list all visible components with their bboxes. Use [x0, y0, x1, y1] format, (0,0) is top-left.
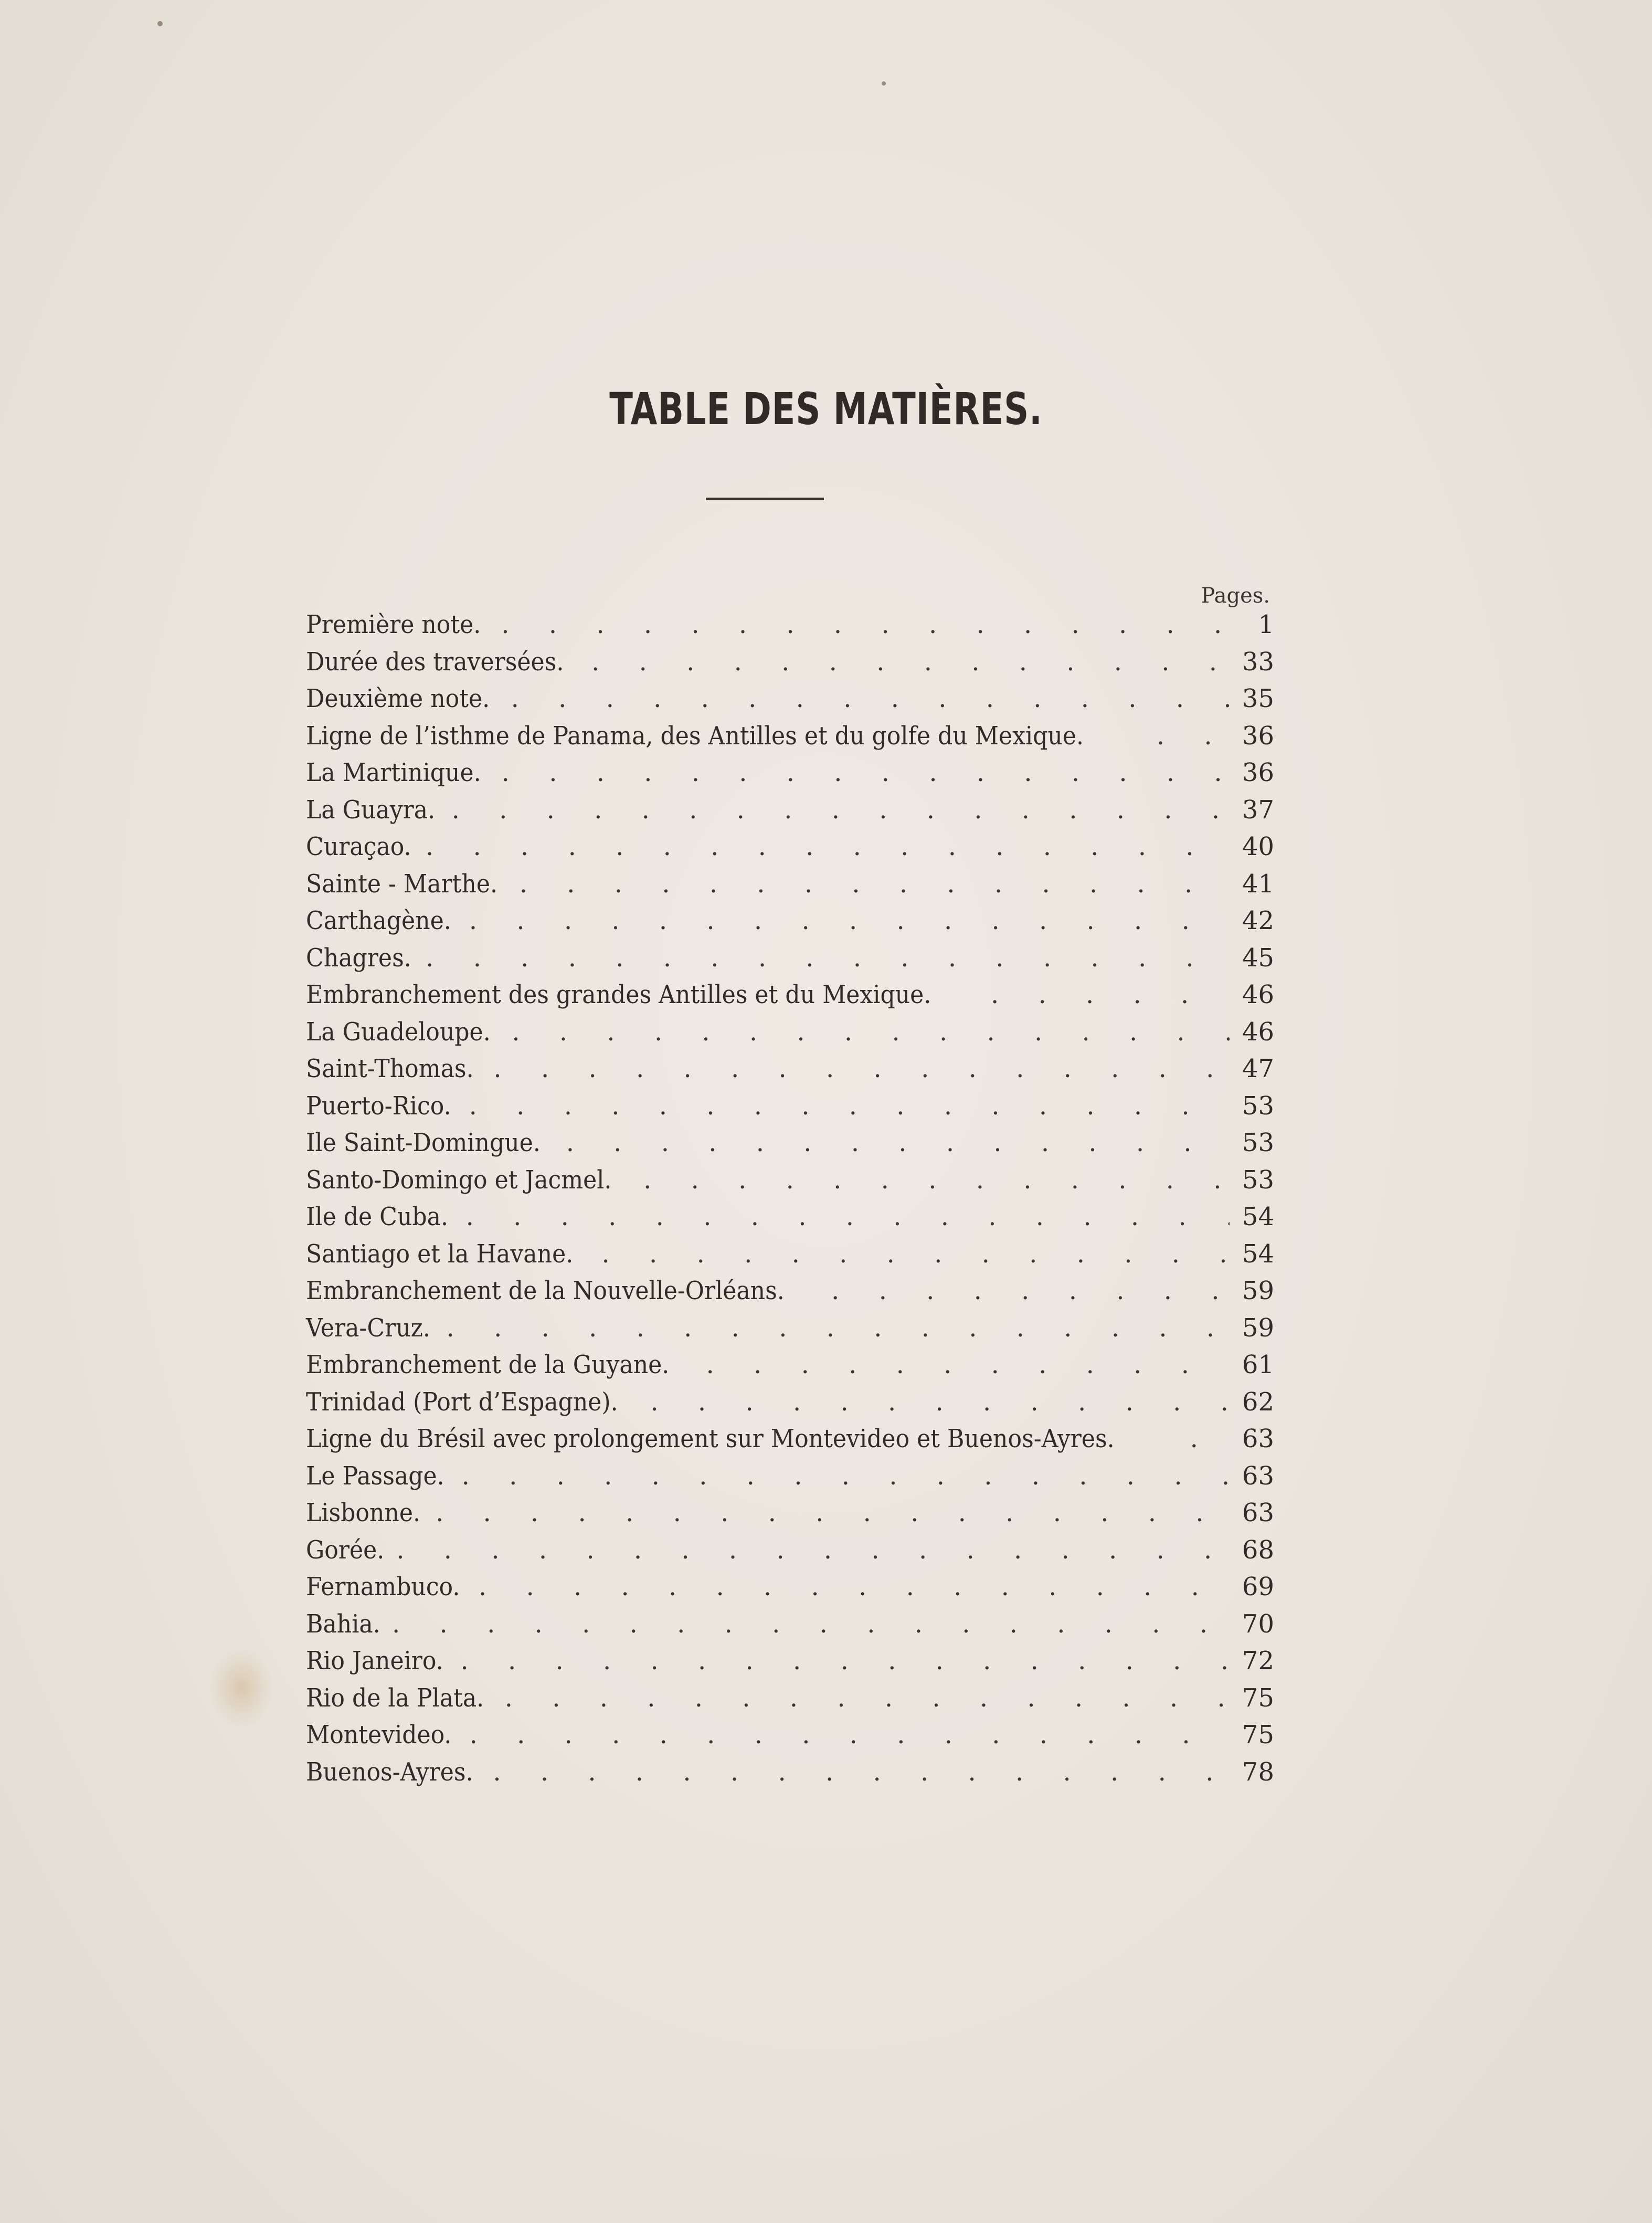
toc-entry-title: Saint-Thomas.: [306, 1054, 474, 1083]
toc-entry-page: 47: [1242, 1054, 1274, 1083]
toc-leader-dots: [460, 1646, 1230, 1676]
toc-entry-page: 36: [1242, 758, 1274, 787]
pages-column-label: Pages.: [1201, 584, 1270, 608]
toc-entry: [306, 795, 1274, 833]
toc-entry-page: 61: [1242, 1350, 1274, 1379]
toc-entry: [306, 1535, 1274, 1573]
toc-leader-dots: [511, 684, 1230, 713]
toc-entry-title: Montevideo.: [306, 1720, 452, 1750]
toc-entry-title: Ligne du Brésil avec prolongement sur Montevideo et Buenos-Ayres.: [306, 1424, 1115, 1453]
toc-entry: [306, 1757, 1274, 1795]
toc-entry-page: 69: [1242, 1572, 1274, 1602]
toc-entry-page: 62: [1242, 1387, 1274, 1417]
toc-leader-dots: [470, 1720, 1230, 1750]
toc-entry: [306, 1720, 1274, 1757]
toc-leader-dots: [493, 1757, 1230, 1787]
toc-entry-title: Fernambuco.: [306, 1572, 460, 1602]
toc-entry-title: Puerto-Rico.: [306, 1091, 451, 1121]
toc-leader-dots: [706, 1350, 1230, 1379]
toc-entry-title: Santo-Domingo et Jacmel.: [306, 1165, 612, 1195]
toc-entry-page: 54: [1242, 1239, 1274, 1269]
toc-entry-title: Santiago et la Havane.: [306, 1239, 574, 1269]
toc-entry: [306, 1387, 1274, 1425]
toc-entry: [306, 1165, 1274, 1203]
toc-entry: [306, 1461, 1274, 1499]
toc-entry: [306, 1424, 1274, 1461]
toc-entry-title: Le Passage.: [306, 1461, 444, 1491]
toc-entry-title: Trinidad (Port d’Espagne).: [306, 1387, 618, 1417]
toc-entry: [306, 1646, 1274, 1683]
toc-entry: [306, 1054, 1274, 1091]
toc-entry-title: Curaçao.: [306, 832, 411, 861]
toc-entry: [306, 980, 1274, 1017]
toc-entry: [306, 1091, 1274, 1129]
paper-speck: [882, 81, 886, 86]
toc-entry-page: 59: [1242, 1313, 1274, 1343]
toc-leader-dots: [462, 1461, 1230, 1491]
toc-entry-page: 63: [1242, 1461, 1274, 1491]
toc-entry-title: Ile Saint-Domingue.: [306, 1128, 541, 1157]
toc-entry-title: Vera-Cruz.: [306, 1313, 430, 1343]
toc-leader-dots: [602, 1239, 1230, 1269]
toc-entry: [306, 1609, 1274, 1647]
toc-entry: [306, 1128, 1274, 1165]
paper-stain: [210, 1648, 273, 1727]
toc-leader-dots: [991, 980, 1230, 1009]
toc-leader-dots: [426, 832, 1230, 861]
toc-entry: [306, 943, 1274, 981]
toc-entry-title: Rio de la Plata.: [306, 1683, 484, 1713]
toc-entry-page: 59: [1242, 1276, 1274, 1305]
toc-entry: [306, 610, 1274, 647]
toc-entry: [306, 906, 1274, 943]
toc-entry-title: Embranchement de la Guyane.: [306, 1350, 670, 1379]
toc-entry: [306, 1202, 1274, 1239]
toc-entry-page: 70: [1242, 1609, 1274, 1639]
title-rule: [706, 498, 824, 500]
toc-entry: [306, 1498, 1274, 1535]
toc-entry: [306, 1572, 1274, 1609]
toc-entry-title: Bahia.: [306, 1609, 380, 1639]
toc-entry: [306, 647, 1274, 684]
toc-entry-title: Embranchement de la Nouvelle-Orléans.: [306, 1276, 785, 1305]
toc-entry-page: 40: [1242, 832, 1274, 861]
toc-entry-title: La Guadeloupe.: [306, 1017, 491, 1047]
toc-leader-dots: [436, 1498, 1230, 1527]
toc-leader-dots: [452, 795, 1230, 825]
toc-entry-title: Ile de Cuba.: [306, 1202, 449, 1231]
toc-leader-dots: [1157, 721, 1230, 751]
toc-leader-dots: [493, 1054, 1230, 1083]
toc-entry-title: Sainte - Marthe.: [306, 869, 498, 899]
toc-entry-title: La Guayra.: [306, 795, 436, 825]
toc-entry-page: 63: [1242, 1424, 1274, 1453]
toc-leader-dots: [512, 1017, 1230, 1047]
toc-leader-dots: [466, 1202, 1230, 1231]
toc-leader-dots: [520, 869, 1230, 899]
toc-entry-page: 72: [1242, 1646, 1274, 1676]
toc-leader-dots: [1190, 1424, 1230, 1453]
toc-entry: [306, 758, 1274, 795]
toc-entry-page: 63: [1242, 1498, 1274, 1527]
toc-entry-title: Ligne de l’isthme de Panama, des Antilles et du golfe du Mexique.: [306, 721, 1084, 751]
toc-leader-dots: [469, 906, 1230, 935]
toc-leader-dots: [650, 1387, 1230, 1417]
toc-entry-title: Chagres.: [306, 943, 411, 973]
toc-entry-title: Lisbonne.: [306, 1498, 421, 1527]
toc-entry-title: Première note.: [306, 610, 481, 639]
toc-leader-dots: [566, 1128, 1230, 1157]
toc-entry: [306, 684, 1274, 721]
toc-entry-page: 37: [1242, 795, 1274, 825]
toc-leader-dots: [505, 1683, 1230, 1713]
toc-entry-page: 54: [1242, 1202, 1274, 1231]
toc-leader-dots: [502, 758, 1230, 787]
toc-entry-page: 53: [1242, 1091, 1274, 1121]
toc-entry-title: La Martinique.: [306, 758, 481, 787]
toc-entry: [306, 869, 1274, 907]
toc-entry-title: Deuxième note.: [306, 684, 490, 713]
toc-leader-dots: [479, 1572, 1230, 1602]
toc-leader-dots: [426, 943, 1230, 973]
toc-entry: [306, 1017, 1274, 1055]
toc-leader-dots: [831, 1276, 1230, 1305]
toc-entry-page: 53: [1242, 1128, 1274, 1157]
toc-entry: [306, 721, 1274, 758]
toc-entry: [306, 1239, 1274, 1277]
toc-entry-page: 41: [1242, 869, 1274, 899]
toc-entry: [306, 1276, 1274, 1313]
toc-entry: [306, 832, 1274, 869]
toc-leader-dots: [501, 610, 1230, 639]
toc-leader-dots: [447, 1313, 1230, 1343]
toc-entry-page: 78: [1242, 1757, 1274, 1787]
toc-entry-title: Gorée.: [306, 1535, 385, 1565]
paper-speck: [157, 21, 163, 26]
toc-entry-title: Buenos-Ayres.: [306, 1757, 473, 1787]
toc-entry-page: 42: [1242, 906, 1274, 935]
toc-entry-page: 68: [1242, 1535, 1274, 1565]
page-title: TABLE DES MATIÈRES.: [609, 383, 1043, 435]
toc-entry-title: Durée des traversées.: [306, 647, 564, 677]
toc-leader-dots: [591, 647, 1230, 677]
toc-entry-page: 33: [1242, 647, 1274, 677]
toc-entry-title: Embranchement des grandes Antilles et du Mexique.: [306, 980, 931, 1009]
toc-entry-title: Carthagène.: [306, 906, 451, 935]
toc-leader-dots: [643, 1165, 1230, 1195]
toc-entry-page: 36: [1242, 721, 1274, 751]
toc-entry-page: 53: [1242, 1165, 1274, 1195]
toc-entry-page: 45: [1242, 943, 1274, 973]
toc-entry-page: 46: [1242, 1017, 1274, 1047]
toc-entry-page: 46: [1242, 980, 1274, 1009]
table-of-contents: [306, 610, 1274, 1794]
toc-entry-title: Rio Janeiro.: [306, 1646, 443, 1676]
toc-leader-dots: [392, 1609, 1230, 1639]
toc-leader-dots: [469, 1091, 1230, 1121]
toc-entry: [306, 1313, 1274, 1351]
toc-entry: [306, 1350, 1274, 1387]
toc-entry-page: 35: [1242, 684, 1274, 713]
toc-entry-page: 75: [1242, 1720, 1274, 1750]
toc-entry: [306, 1683, 1274, 1721]
toc-entry-page: 1: [1258, 610, 1274, 639]
toc-leader-dots: [396, 1535, 1230, 1565]
toc-entry-page: 75: [1242, 1683, 1274, 1713]
